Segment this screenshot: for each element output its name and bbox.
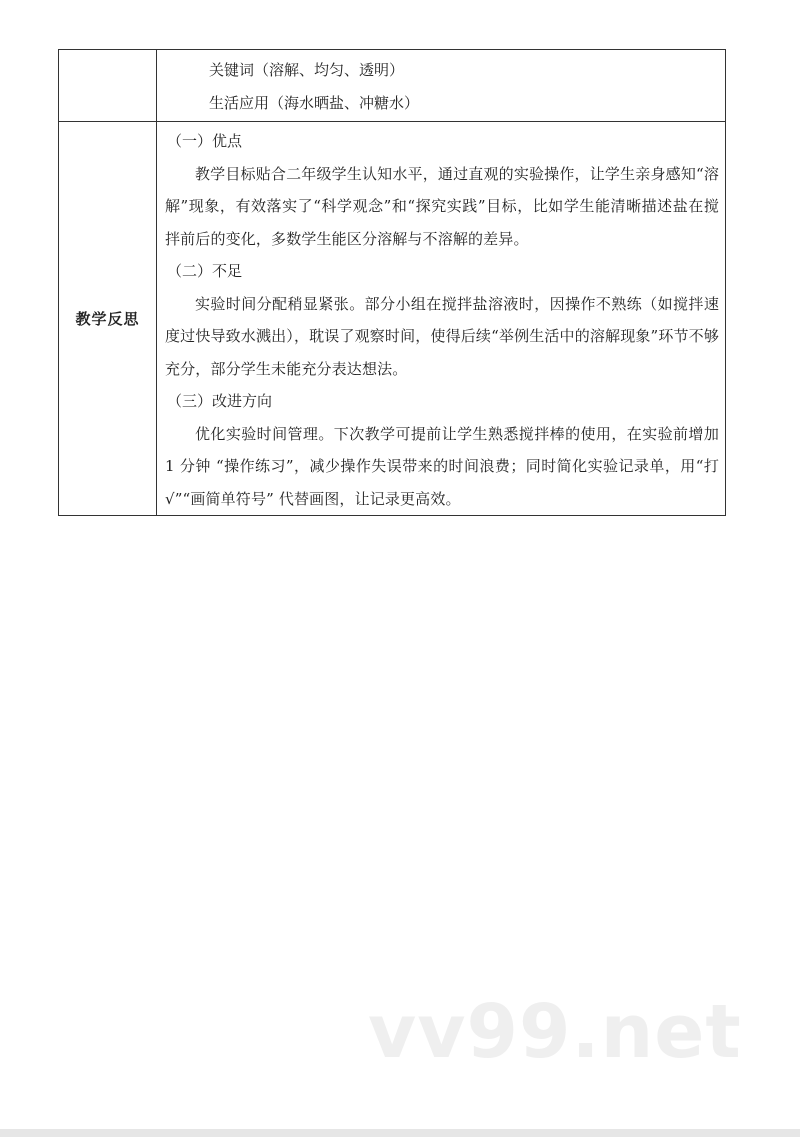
watermark: vv99.net bbox=[368, 989, 742, 1075]
section-paragraph-strengths: 教学目标贴合二年级学生认知水平，通过直观的实验操作，让学生亲身感知“溶解”现象，有效落实了“科学观念”和“探究实践”目标，比如学生能清晰描述盐在搅拌前后的变化，多数学生能区分溶解与不溶解的差异。 bbox=[165, 164, 719, 248]
lesson-plan-table bbox=[58, 49, 726, 516]
label-cell-reflection bbox=[59, 122, 157, 516]
content-cell-reflection bbox=[157, 122, 726, 516]
reflection-label: 教学反思 bbox=[75, 310, 140, 328]
table-row-reflection bbox=[59, 122, 726, 516]
section-paragraph-weaknesses: 实验时间分配稍显紧张。部分小组在搅拌盐溶液时，因操作不熟练（如搅拌速度过快导致水溅出），耽误了观察时间，使得后续“举例生活中的溶解现象”环节不够充分，部分学生未能充分表达想法。 bbox=[165, 294, 719, 378]
section-heading-strengths: （一）优点 bbox=[167, 132, 243, 150]
content-cell-keywords bbox=[157, 50, 726, 122]
label-cell-empty bbox=[59, 50, 157, 122]
table-row-keywords bbox=[59, 50, 726, 122]
page-bottom-edge bbox=[0, 1129, 800, 1137]
life-application-line: 生活应用（海水晒盐、冲糖水） bbox=[209, 93, 420, 112]
section-heading-improvements: （三）改进方向 bbox=[167, 392, 273, 410]
section-heading-weaknesses: （二）不足 bbox=[167, 262, 243, 280]
section-paragraph-improvements: 优化实验时间管理。下次教学可提前让学生熟悉搅拌棒的使用，在实验前增加 1 分钟 “操作练习”，减少操作失误带来的时间浪费；同时简化实验记录单，用“打√”“画简单符号” 代替画图，让记录更高效。 bbox=[165, 424, 719, 508]
keywords-line: 关键词（溶解、均匀、透明） bbox=[209, 61, 405, 79]
